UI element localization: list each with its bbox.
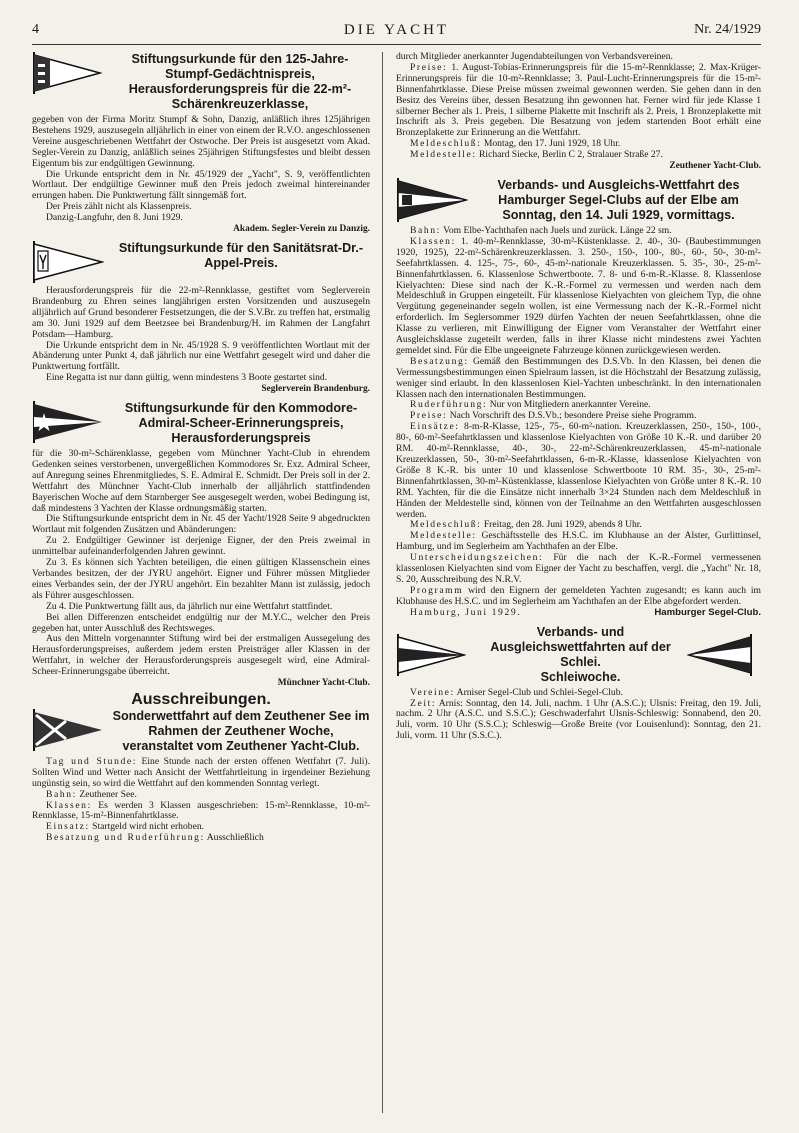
journal-title: DIE YACHT [343,22,450,38]
field-label: Bahn: [46,788,77,800]
field-label: Preise: [410,61,448,73]
signature: Zeuthener Yacht-Club. [669,161,761,172]
paragraph: Eine Regatta ist nur dann gültig, wenn mindestens 3 Boote gestartet sind. [46,372,328,384]
field-value: Nach Vorschrift des D.S.Vb.; besondere Preise siehe Programm. [449,410,697,422]
article-title: Stiftungsurkunde für den Sanitätsrat-Dr.-Appel-Preis. [118,240,364,270]
paragraph: Zu 4. Die Punktwertung fällt aus, da jährlich nur eine Wettfahrt stattfindet. [46,600,333,612]
field-value: Freitag, den 28. Juni 1929, abends 8 Uhr. [483,519,642,531]
column-divider [382,52,383,1113]
article-title: Verbands- und Ausgleichs-Wettfahrt des Hamburger Segel-Clubs auf der Elbe am Sonntag, den 14. Juli 1929, vormittags. [497,177,740,222]
burgee-flag-icon [687,634,753,676]
field-label: Klassen: [46,799,92,811]
star-pennant-icon [32,401,104,443]
field-value: Ausschließlich [206,832,264,844]
paragraph: Zu 3. Es können sich Yachten beteiligen, die einen gültigen Klassenschein eines Verbandes besitzen, der der JYRU angehört. Eigner und Führer müssen Mitglieder eines Verbandes sein, der der JYRU angehört. Ein bezahlter Mann ist zulässig, jedoch als Führer ausgeschlossen. [32,557,370,601]
article-appel [32,241,370,395]
paragraph: Zu 2. Endgültiger Gewinner ist derjenige Eigner, der den Preis zweimal in unmittelbar aufeinanderfolgenden Jahren gewinnt. [32,535,370,558]
article-schlei [396,625,761,743]
field-label: Einsatz: [46,821,90,833]
field-label: Vereine: [410,686,455,698]
field-label: Meldestelle: [410,530,477,542]
paragraph: Die Urkunde entspricht dem in Nr. 45/1929 der „Yacht", S. 9, veröffentlichten Wortlaut. Der endgültige Gewinner muß den Preis jedoch zweimal hintereinander errungen haben. Die Punktwertung fällt sinngemäß fort. [32,168,370,202]
pennant-flag-icon [32,52,102,94]
article-title: Sonderwettfahrt auf dem Zeuthener See im Rahmen der Zeuthener Woche, veranstaltet vom Zeuthener Yacht-Club. [112,708,370,753]
article-zeuthen-cont [396,52,761,172]
article-title: Verbands- und Ausgleichswettfahrten auf der Schlei. [490,624,671,669]
field-label: Meldestelle: [410,149,477,161]
field-value: Arnis: Sonntag, den 14. Juli, nachm. 1 Uhr (A.S.C.); Ulsnis: Freitag, den 19. Juli, nachm. 2 Uhr (A.S.C. und S.S.C.); Geschwaderfahrt Ulsnis-Schleswig: Sonnabend, den 20. Juli, vorm. 10 Uhr (S.S.C.); Schleswig—Große Breite (vor Louisenlund): Sonntag, den 21. Juli, vorm. 11 Uhr (S.S.C.). [396,697,761,742]
running-header [32,22,761,42]
field-value: Arniser Segel-Club und Schlei-Segel-Club. [456,686,623,698]
field-value: Zeuthener See. [79,788,137,800]
field-label: Einsätze: [410,421,460,433]
page-number: 4 [32,22,39,37]
left-column [32,52,370,1121]
paragraph: Der Preis zählt nicht als Klassenpreis. [46,201,192,213]
signature: Seglerverein Brandenburg. [261,384,370,395]
field-value: Nur von Mitgliedern anerkannter Vereine. [489,399,651,411]
article-subtitle: Schleiwoche. [540,669,621,684]
article-scheer [32,401,370,689]
signature: Münchner Yacht-Club. [277,678,370,689]
paragraph: Bei allen Differenzen entscheidet endgültig nur der M.Y.C., welcher den Preis gegeben hat, unter Ausschluß des Rechtsweges. [32,611,370,634]
field-value: Es werden 3 Klassen ausgeschrieben: 15-m²-Rennklasse, 10-m²-Rennklasse, 15-m²-Binnenfahrtklasse. [32,799,370,822]
field-label: Meldeschluß: [410,138,482,150]
field-label: Programm [410,584,464,596]
article-zeuthen [32,690,370,844]
paragraph: Herausforderungspreis für die 22-m²-Rennklasse, gestiftet vom Seglerverein Brandenburg zu Ehren seines langjährigen ersten Vorsitzenden und auszusegeln alljährlich auf Grund besonderer Festsetzungen, die der S.V.Br. zu treffen hat, erstmalig am 30. Juni 1929 auf dem Beetzsee bei Brandenburg/H. im Rahmen der Langfahrt Potsdam—Hamburg. [32,284,370,340]
field-label: Besatzung und Ruderführung: [46,832,205,844]
field-label: Bahn: [410,224,441,236]
field-value: wird den Eignern der gemeldeten Yachten zugesandt; es kann auch im Klubhause des H.S.C. und im Seglerheim am Yachthafen an der Elbe abgefordert werden. [396,584,761,607]
field-value: 1. 40-m²-Rennklasse, 30-m²-Küstenklasse. 2. 40-, 30- (Baubestimmungen 1920, 1925), 22-m²-Schärenkreuzerklassen. 3. 250-, 150-, 100-, 80-, 60-, 50-, 30-m²-Seefahrtklassen. 4. 125-, 75-, 60-, 45-m²-nationale Kreuzerklassen. 5. 35-, 30-, 25-m²-Binnenfahrtklassen. 6. Klassenlose Schwertboote. 7. 8- und 6-m-R.-Klasse. 8. Klassenlose Kielyachten: Diese sind nach der K.-R.-Formel zu vermessen und werden nach dem Meldeschluß in Gruppen eingeteilt. Für klassenlose Kielyachten von gleichem Typ, die ohne Vergütung gegeneinander segeln wollen, ist eine Vermessung nach der K.-R.-Formel nicht erforderlich. Im Seglersommer 1929 dürfen Yachten der neuen Seefahrtklassen, ohne die Klasse zu verlieren, mit Einwilligung der Eigner vom Veranstalter der Wettfahrt einer Ausgleichsklasse zugeteilt werden, falls in ihrer Klasse nicht mindestens zwei Yachten gemeldet sind. Für die Elbe ungeeignete Fahrzeuge können zurückgewiesen werden. [396,235,761,356]
field-value: Gemäß den Bestimmungen des D.S.Vb. In den Klassen, bei denen die Vermessungsbestimmungen einen Spielraum lassen, ist die Höchstzahl der Besatzung zulässig, weniger sind erlaubt. In den klassenlosen Kiel-Yachten unbeschränkt. In den internationalen Klassen nach den internationalen Bestimmungen. [396,355,761,400]
article-title: Stiftungsurkunde für den 125-Jahre-Stumpf-Gedächtnispreis, Herausforderungspreis für die 22-m²-Schärenkreuzerklasse, [128,52,352,111]
field-label: Unterscheidungszeichen: [410,552,544,564]
cross-pennant-icon [32,709,104,751]
field-label: Tag und Stunde: [46,755,137,767]
paragraph: Die Urkunde entspricht dem in Nr. 45/1928 S. 9 veröffentlichten Wortlaut mit der Abänderung unter Punkt 4, daß jährlich nur eine Wettfahrt gesegelt wird und daher die Punktwertung fortfällt. [32,339,370,373]
field-value: Montag, den 17. Juni 1929, 18 Uhr. [483,138,621,150]
field-value: Für die nach der K.-R.-Formel vermessenen klassenlosen Kielyachten sind vom Eigner der Yacht zu beschaffen, vergl. die „Yacht" Nr. 18, S. 20, Ausschreibung des N.R.V. [396,552,761,585]
paragraph: durch Mitglieder anerkannter Jugendabteilungen von Verbandsvereinen. [396,52,673,62]
article-title: Stiftungsurkunde für den Kommodore-Admiral-Scheer-Erinnerungspreis, Herausforderungspreis [124,401,358,446]
article-stumpf [32,52,370,235]
eagle-pennant-icon [32,241,104,283]
signature: Akadem. Segler-Verein zu Danzig. [233,224,370,235]
signature: Hamburger Segel-Club. [654,606,761,618]
field-label: Klassen: [410,235,456,247]
issue-number: Nr. 24/1929 [694,22,761,37]
article-hamburg [396,178,761,619]
field-label: Ruderführung: [410,399,488,411]
burgee-flag-icon [396,178,468,222]
paragraph: Danzig-Langfuhr, den 8. Juni 1929. [46,212,183,224]
field-value: Geschäftsstelle des H.S.C. im Klubhause an der Alster, Gurlittinsel, Hamburg, und im Seglerheim am Yachthafen an der Elbe. [396,530,761,553]
section-heading: Ausschreibungen. [131,690,271,708]
field-value: Startgeld wird nicht erhoben. [92,821,205,833]
place-date: Hamburg, Juni 1929. [410,606,522,618]
field-value: 1. August-Tobias-Erinnerungspreis für die 15-m²-Rennklasse; 2. Max-Krüger-Erinnerungspreis für die 10-m²-Rennklasse; 3. Paul-Lucht-Erinnerungspreis für die 15-m²-Binnenfahrtklasse. Diese Preise müssen zweimal gewonnen werden. Sie gehen dann in den Besitz des Vereins über, dessen Besatzung ihn gewonnen hat. Ferner wird für jede Klasse 1 silberner Becher als 1. Preis, 1 silberne Plakette mit Inschrift als 2. Preis, 1 Bronzeplakette mit Inschrift als 3. Preis gegeben. Die Besatzung von jedem startenden Boot erhält eine Bronzeplakette zur Erinnerung an die Wettfahrt. [396,61,761,139]
right-column [396,52,761,1121]
field-label: Preise: [410,410,448,422]
paragraph: für die 30-m²-Schärenklasse, gegeben vom Münchner Yacht-Club in ehrendem Gedenken seines verstorbenen, unvergeßlichen Kommodores Sr. Exz. Admiral Scheer, auf Anregung seines Ehrenmitgliedes, S. E. Admiral E. Schmidt. Der Preis soll in der 2. Wettfahrt des Münchner Yacht-Club innerhalb der alljährlich stattfindenden Bayerischen Woche auf dem Starnberger See ausgesegelt werden, wobei Bedingung ist, daß mindestens 3 Yachten der Klasse ordnungsmäßig starten. [32,448,370,514]
field-label: Meldeschluß: [410,519,482,531]
field-value: Eine Stunde nach der ersten offenen Wettfahrt (7. Juli). Sollten Wind und Wetter nach Ansicht der Wettfahrtleitung in irgendeiner Beziehung ungünstig sein, so wird die Wettfahrt auf den kommenden Sonntag verlegt. [32,755,370,789]
header-rule [32,44,761,45]
paragraph: Aus den Mitteln vorgenannter Stiftung wird bei der erstmaligen Aussegelung des Herausforderungspreises, außerdem jedem ersten Preisträger aller Klassen in der Wettfahrt, in welcher der Herausforderungspreis ausgesegelt wird, eine Admiral-Scheer-Erinnerungsgabe überreicht. [32,633,370,678]
field-value: Richard Siecke, Berlin C 2, Stralauer Straße 27. [479,149,663,161]
pennant-flag-icon [396,634,466,676]
field-label: Zeit: [410,697,437,709]
field-value: 8-m-R-Klasse, 125-, 75-, 60-m²-nation. Kreuzerklassen, 250-, 150-, 100-, 80-, 60-m²-Seefahrtklassen und klassenlose Kielyachten von Größe 10 K.-R. und darüber 20 RM. 40-m²-Rennklasse, 40-, 30-, 22-m²-Schärenkreuzerklassen, 45-m²-nationale Kreuzerklassen, 50-, 30-m²-Seefahrtklassen, 6-m-R.-Klasse, klassenlose Kielyachten von Größe 8 K.-R. bis unter 10 und klassenlose Schwertboote 10 RM. 35-, 30-, 25-m²-Binnenfahrtklassen, 30-m²-Küstenklasse, klassenlose Kielyachten von Größe unter 8 K.-R. 10 RM. Yachten, für die die Einsätze nicht innerhalb 3×24 Stunden nach dem Meldeschluß in Händen der Meldestelle sind, können von der Teilnahme an den Wettfahrten ausgeschlossen werden. [396,421,761,520]
paragraph: gegeben von der Firma Moritz Stumpf & Sohn, Danzig, anläßlich ihres 125jährigen Bestehens 1929, auszusegeln alljährlich in einer von einem der R.V.O. angeschlossenen Vereine ausgeschriebenen Wettfahrt der Ostwoche. Der Preis ist ausgesetzt vom Akad. Segler-Verein zu Danzig, anläßlich seines 25jährigen Stiftungsfestes und bleibt dessen Eigentum bis zur endgültigen Gewinnung. [32,114,370,169]
field-label: Besatzung: [410,355,469,367]
paragraph: Die Stiftungsurkunde entspricht dem in Nr. 45 der Yacht/1928 Seite 9 abgedruckten Wortlaut mit folgenden Zusätzen und Abänderungen: [32,513,370,536]
field-value: Vom Elbe-Yachthafen nach Juels und zurück. Länge 22 sm. [443,224,672,236]
